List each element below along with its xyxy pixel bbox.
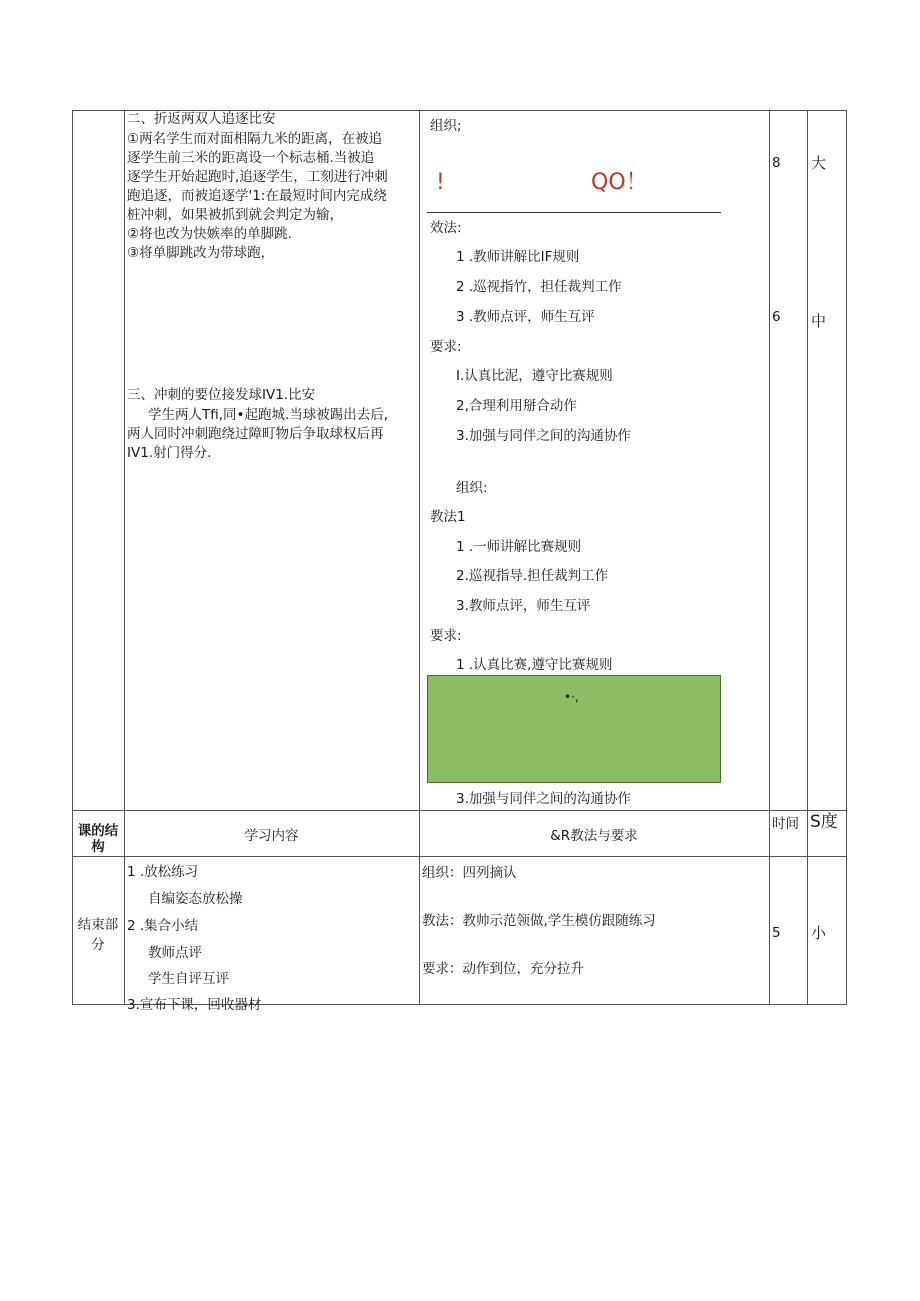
col-border-intensity	[807, 110, 808, 1005]
method-item: 1 .教师讲解比IF规则	[456, 249, 580, 265]
divider-line	[427, 212, 721, 213]
header-content: 学习内容	[244, 828, 299, 844]
requirement-item: 1 .认真比赛,遵守比赛规则	[456, 657, 613, 673]
end-organization: 组织：四列摘认	[422, 865, 517, 881]
header-method: &R教法与要求	[550, 828, 638, 844]
end-content	[125, 857, 418, 1013]
end-item: 学生自评互评	[148, 971, 229, 987]
method-title: 效法:	[430, 220, 462, 236]
field-diagram	[427, 675, 721, 783]
intensity-value: 大	[811, 154, 827, 172]
section3-title: 三、冲刺的要位接发球IV1.比安	[127, 387, 316, 403]
section2-line: 逐学生开始起跑时,追逐学生，工刻进行冲刺	[127, 169, 388, 185]
section2-line: ③将单脚跳改为带球跑，	[127, 245, 275, 261]
method-title: 教法1	[430, 509, 466, 525]
header-intensity: S度	[810, 812, 838, 832]
method-item: 3 .教师点评，师生互评	[456, 309, 595, 325]
formation-mark-left: !	[436, 170, 445, 195]
section3-line: 两人同时冲刺跑绕过障町物后争取球权后再	[127, 426, 384, 442]
col-border-method	[419, 110, 420, 1005]
method-item: 2 .巡视指竹，担任裁判工作	[456, 279, 622, 295]
intensity-value: 中	[811, 312, 827, 330]
time-value: 6	[772, 309, 781, 325]
requirement-item: 3.加强与同伴之间的沟通协作	[456, 428, 631, 444]
end-item: 1 .放松练习	[127, 864, 199, 880]
col-border-left	[72, 110, 73, 1005]
end-item: 教师点评	[148, 945, 202, 961]
section2-line: 跑追逐，而被追逐学'1:在最短时间内完成绕	[127, 188, 387, 204]
formation-mark-right: QO！	[591, 170, 648, 195]
organization-label: 组织:	[456, 480, 488, 496]
end-item: 自编姿态放松操	[148, 891, 243, 907]
end-item: 3.宣布下课，回收器材	[127, 997, 262, 1013]
field-marks: •·,	[564, 690, 579, 704]
section2-line: 逐学生前三米的距离设一个标志桶.当被追	[127, 150, 375, 166]
header-structure: 课的结构	[77, 823, 119, 855]
header-time: 时间	[772, 816, 799, 832]
requirements-title: 要求:	[430, 628, 462, 644]
end-method: 教法：教帅示范领做,学生模仿跟随练习	[422, 913, 656, 929]
section3-line: IV1.射门得分.	[127, 445, 212, 461]
requirement-item: 2,合理利用掰合动作	[456, 398, 577, 414]
requirement-item: 3.加强与同伴之间的沟通协作	[456, 791, 631, 807]
end-intensity: 小	[811, 924, 827, 942]
section2-line: ①两名学生而对面相隔九米的距离，在被追	[127, 131, 383, 147]
method-item: 2.巡视指导.担任裁判工作	[456, 568, 609, 584]
section2-line: 桩冲刺，如果被抓到就会判定为输，	[127, 207, 343, 223]
organization-label: 组织;	[430, 118, 462, 134]
col-border-right	[846, 110, 847, 1005]
col-border-time	[769, 110, 770, 1005]
header-top-border	[72, 810, 847, 811]
section2-line: ②将也改为快嫉率的单脚跳.	[127, 226, 292, 242]
end-requirements: 要求：动作到位，充分拉升	[422, 961, 584, 977]
end-item: 2 .集合小结	[127, 918, 199, 934]
section2-title: 二、折返两双人追逐比安	[127, 111, 276, 127]
section3-line: 学生两人Tfi,同•起跑城.当球被踢出去后,	[148, 407, 389, 423]
requirement-item: I.认真比泥，遵守比赛规则	[456, 368, 613, 384]
end-time: 5	[772, 925, 781, 941]
requirements-title: 要求:	[430, 339, 462, 355]
method-item: 1 .一师讲解比赛规则	[456, 539, 582, 555]
end-section-label: 结束部分	[77, 917, 119, 953]
method-item: 3.教师点评，师生互评	[456, 598, 591, 614]
time-value: 8	[772, 155, 781, 171]
